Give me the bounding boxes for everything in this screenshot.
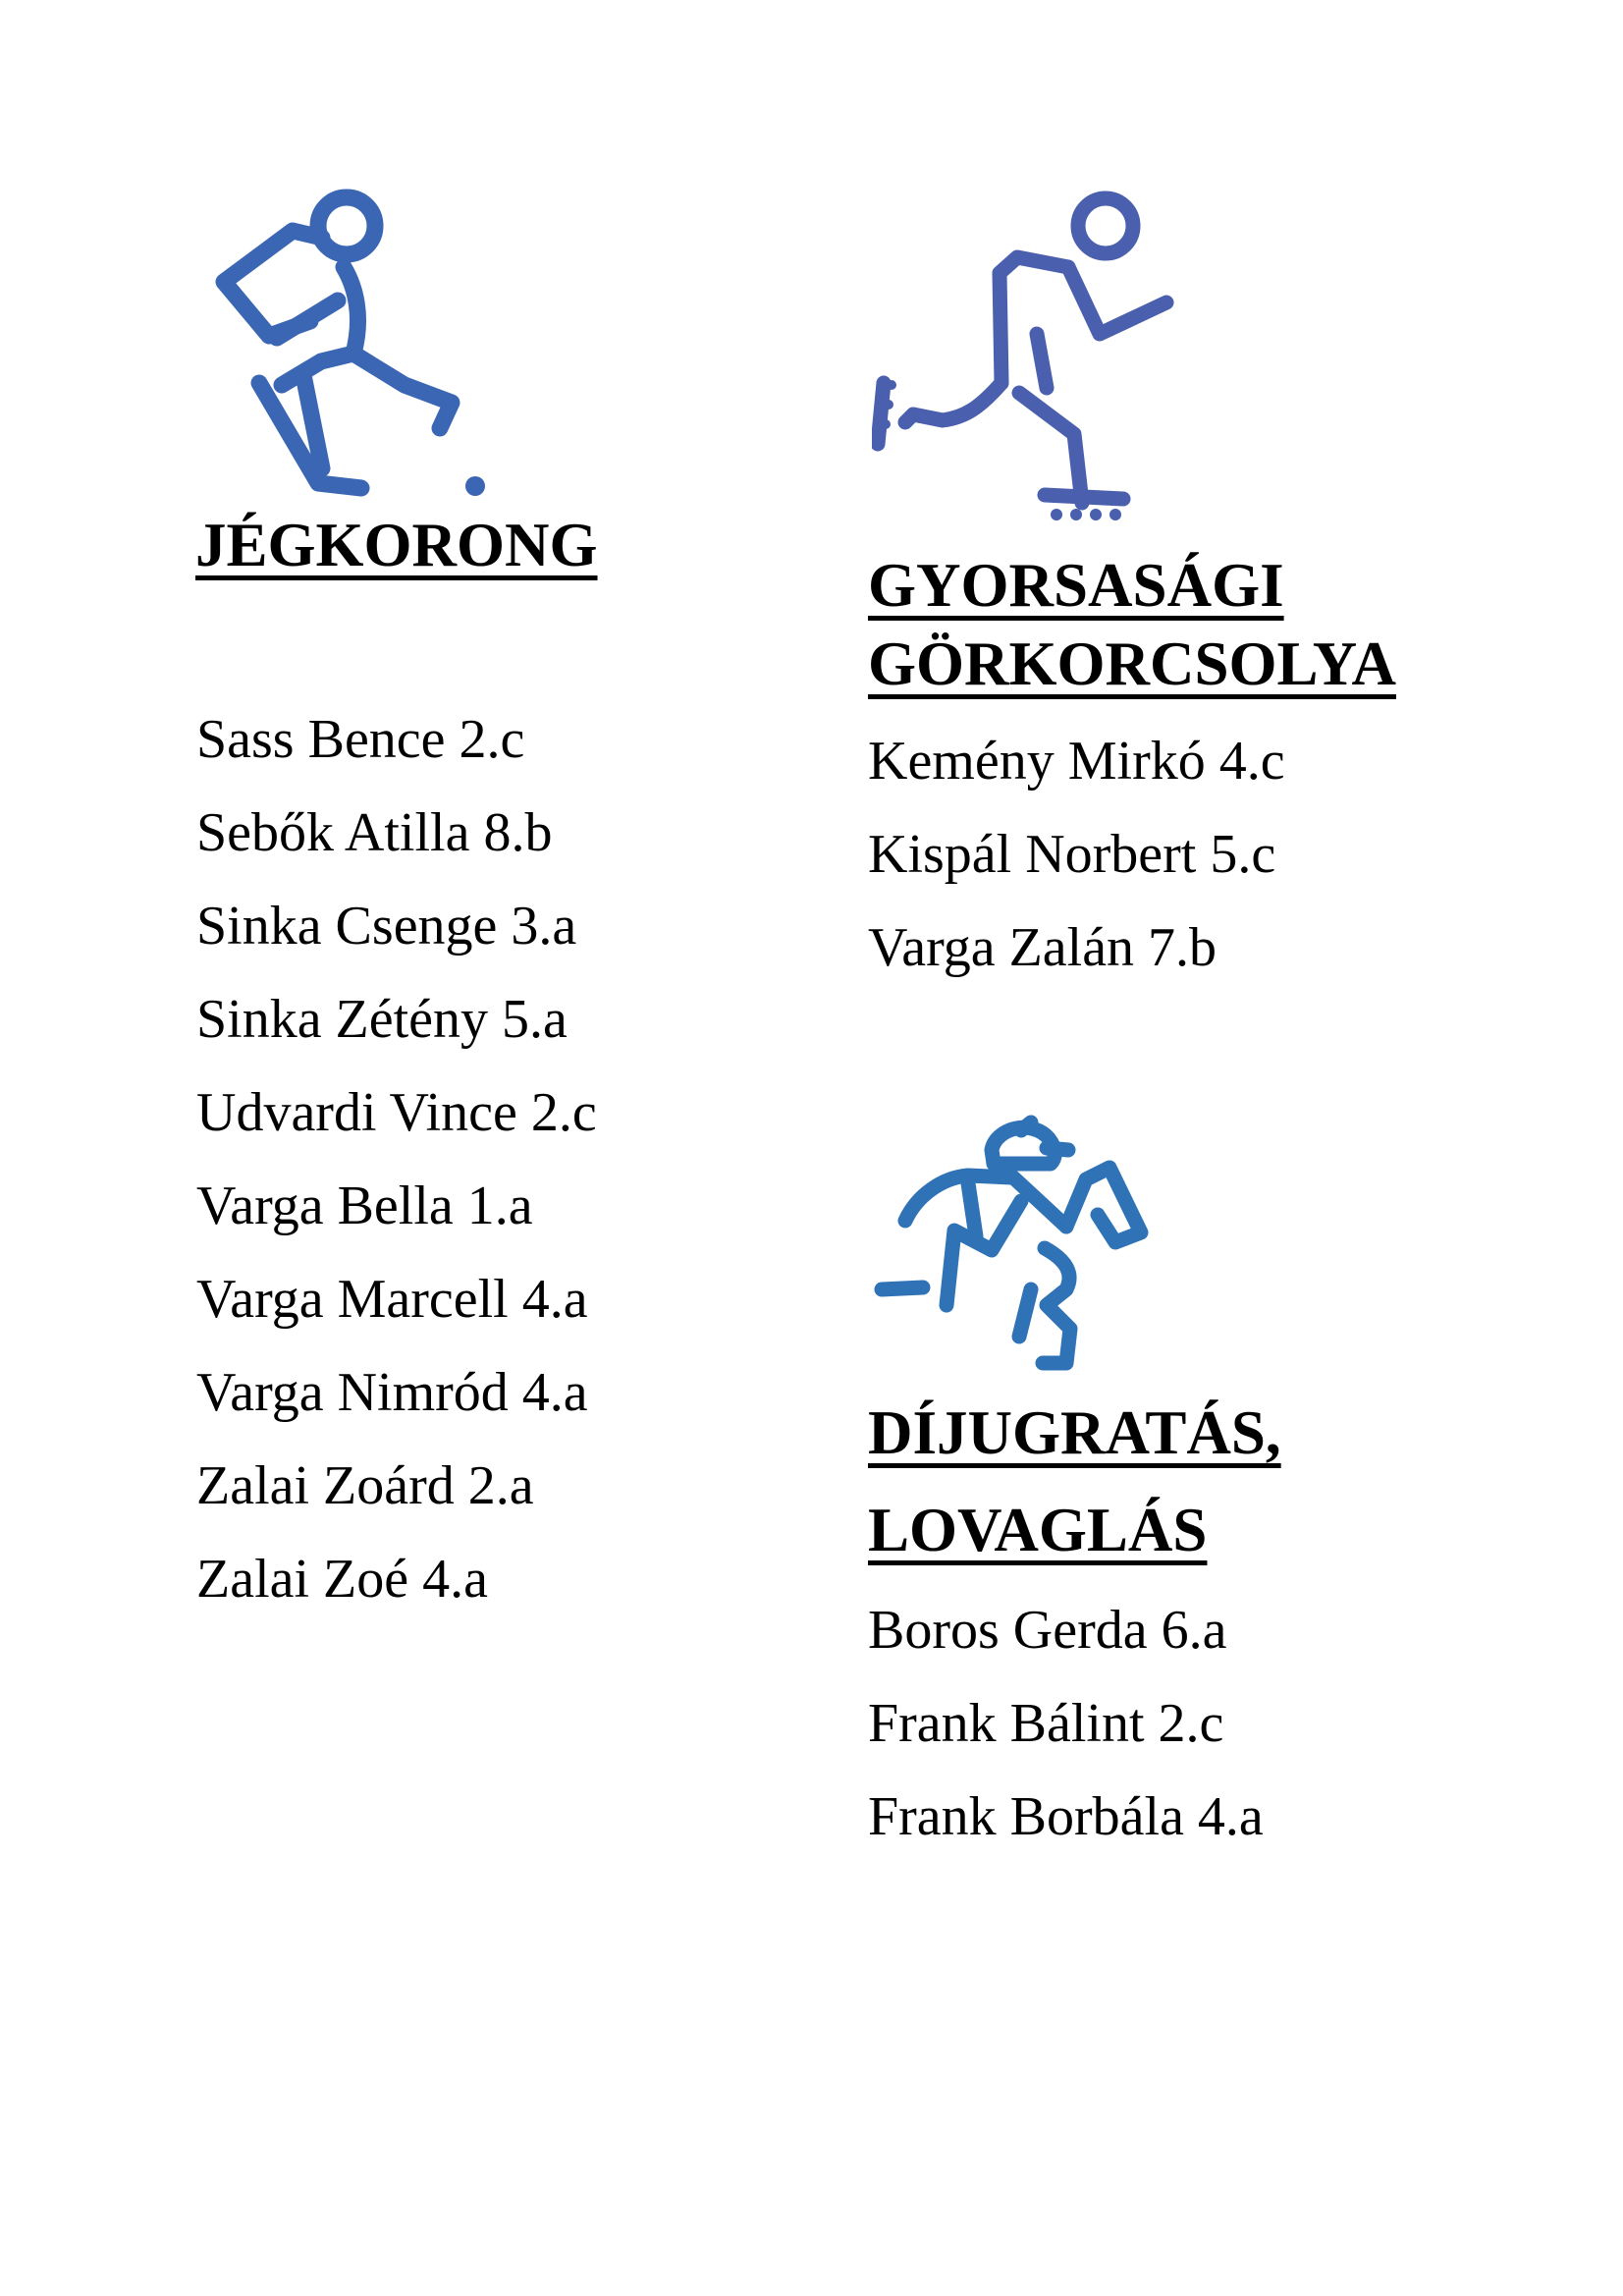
- list-item: Frank Bálint 2.c: [868, 1693, 1224, 1754]
- list-item: Zalai Zoé 4.a: [196, 1549, 488, 1610]
- list-item: Sinka Csenge 3.a: [196, 896, 577, 957]
- list-item: Varga Nimród 4.a: [196, 1362, 588, 1423]
- equestrian-heading-line1: DÍJUGRATÁS,: [868, 1398, 1281, 1467]
- ice-hockey-player-icon: [208, 189, 489, 503]
- equestrian-name-list: [868, 1584, 1264, 1864]
- skating-heading-line1: GYORSASÁGI: [868, 551, 1284, 620]
- list-item: Boros Gerda 6.a: [868, 1600, 1227, 1661]
- hockey-name-list: [196, 693, 597, 1626]
- list-item: Kispál Norbert 5.c: [868, 824, 1276, 885]
- list-item: Kemény Mirkó 4.c: [868, 731, 1285, 792]
- skating-heading-line2: GÖRKORCSOLYA: [868, 629, 1396, 698]
- list-item: Zalai Zoárd 2.a: [196, 1455, 534, 1516]
- list-item: Udvardi Vince 2.c: [196, 1082, 597, 1143]
- skating-name-list: [868, 715, 1285, 995]
- list-item: Sinka Zétény 5.a: [196, 989, 568, 1050]
- horse-rider-icon: [874, 1113, 1157, 1374]
- list-item: Varga Marcell 4.a: [196, 1269, 588, 1330]
- speed-skater-icon: [872, 187, 1188, 526]
- list-item: Frank Borbála 4.a: [868, 1786, 1264, 1847]
- list-item: Sebők Atilla 8.b: [196, 802, 553, 863]
- equestrian-heading-line2: LOVAGLÁS: [868, 1496, 1208, 1564]
- hockey-heading: JÉGKORONG: [195, 511, 598, 579]
- list-item: Varga Zalán 7.b: [868, 917, 1217, 978]
- list-item: Varga Bella 1.a: [196, 1175, 533, 1236]
- list-item: Sass Bence 2.c: [196, 709, 525, 770]
